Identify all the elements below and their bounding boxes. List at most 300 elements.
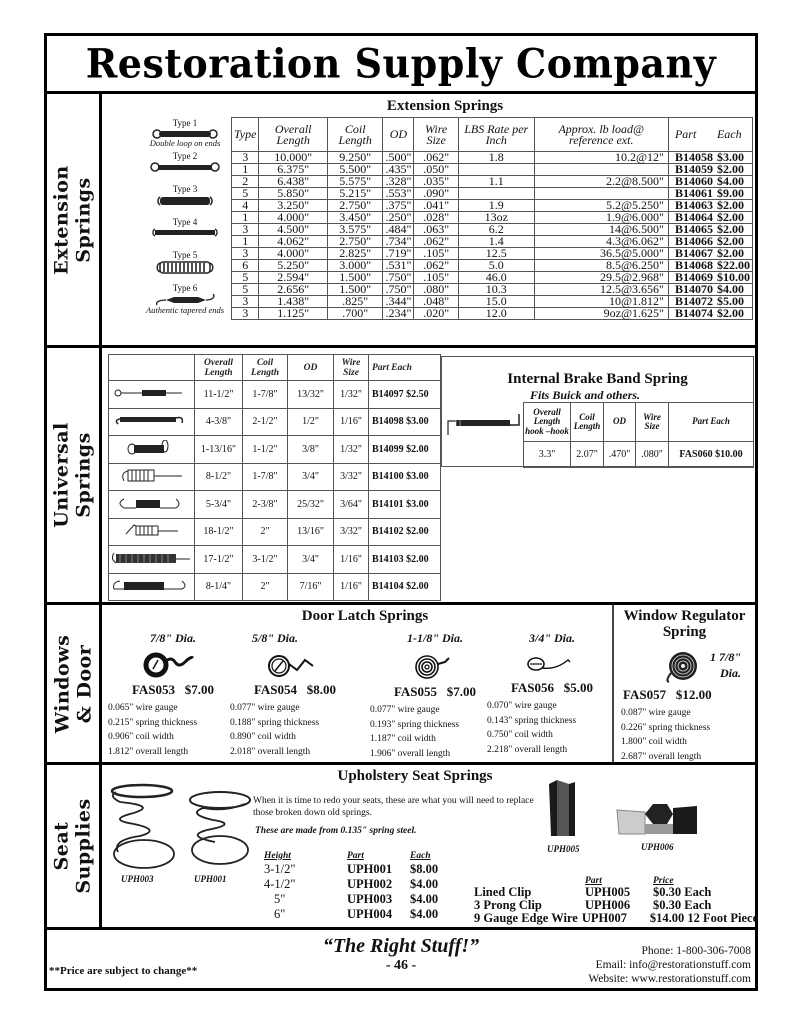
section-universal-springs — [47, 348, 755, 605]
table-row — [109, 491, 441, 519]
table-cell: 3.450" — [327, 212, 383, 224]
table-cell: 5 — [232, 284, 259, 296]
table-cell: .105" — [414, 248, 459, 260]
footer — [47, 930, 755, 988]
part-number: FAS057 — [623, 687, 667, 702]
table-row — [109, 546, 441, 574]
table-cell: 29.5@2.968" — [534, 272, 668, 284]
table-cell: 4.000" — [259, 212, 327, 224]
side-label-line: Windows — [51, 634, 74, 733]
column-header: Overall Length — [195, 355, 243, 381]
spec-list — [487, 699, 617, 757]
table-cell: 2" — [243, 518, 288, 546]
part-number: UPH003 — [347, 892, 393, 906]
part-price — [487, 680, 617, 696]
table-cell: .028" — [414, 212, 459, 224]
list-item — [260, 907, 470, 922]
price: $9.00 — [715, 188, 753, 200]
extension-table-body — [232, 152, 753, 320]
table-cell: 12.5@3.656" — [534, 284, 668, 296]
spec-line: 1.187" coil width — [370, 734, 436, 744]
column-header: Coil Length — [571, 403, 604, 442]
price: $4.00 — [410, 907, 439, 921]
table-cell: 5 — [232, 272, 259, 284]
table-cell: 25/32" — [288, 491, 334, 519]
part-price-cell: B14099 $2.00 — [369, 436, 441, 464]
table-cell: 9.250" — [327, 152, 383, 164]
spec-list — [370, 703, 500, 761]
catalog-page — [44, 33, 758, 991]
clips-list — [474, 875, 758, 925]
type-item: Type 6 Authentic tapered ends — [145, 283, 225, 315]
coil-spring-icon — [405, 652, 465, 680]
table-cell: 3.000" — [327, 260, 383, 272]
part-price-cell: B14103 $2.00 — [369, 546, 441, 574]
part-price-cell: B14104 $2.00 — [369, 573, 441, 601]
universal-spring-icon — [109, 381, 195, 409]
table-cell: 6 — [232, 260, 259, 272]
spec-line: 0.065" wire gauge — [108, 703, 178, 713]
table-cell: 1/16" — [334, 408, 369, 436]
table-cell: 1-13/16" — [195, 436, 243, 464]
table-cell: 1-7/8" — [243, 381, 288, 409]
part-price — [230, 682, 360, 698]
table-cell: .250" — [383, 212, 414, 224]
universal-spring-icon — [109, 573, 195, 601]
spec-line: 0.193" spring thickness — [370, 719, 460, 730]
table-cell: 5-3/4" — [195, 491, 243, 519]
header — [47, 36, 755, 94]
spec-line: 0.070" wire gauge — [487, 701, 557, 711]
type-item: Type 5 — [125, 250, 245, 283]
table-cell: .435" — [383, 164, 414, 176]
table-cell: .750" — [383, 284, 414, 296]
price-disclaimer: **Price are subject to change** — [49, 965, 198, 977]
table-cell: 2" — [243, 573, 288, 601]
section-side-label — [47, 94, 102, 345]
table-cell: .734" — [383, 236, 414, 248]
table-cell: 8.5@6.250" — [534, 260, 668, 272]
table-cell: 3.575" — [327, 224, 383, 236]
table-cell: 1.1 — [458, 176, 534, 188]
table-cell: 3 — [232, 224, 259, 236]
table-cell: .328" — [383, 176, 414, 188]
table-cell: 3/4" — [288, 463, 334, 491]
extension-spring-type5-icon — [152, 261, 218, 274]
seat-springs-list — [260, 850, 470, 922]
column-header: Overall Length hook –hook — [524, 403, 571, 442]
image-caption: UPH006 — [641, 842, 674, 852]
brake-spring-table — [523, 402, 754, 468]
price: $3.00 — [715, 152, 753, 164]
table-cell: .484" — [383, 224, 414, 236]
spec-line: 2.018" overall length — [230, 746, 311, 757]
part-number: B14068 — [668, 260, 715, 272]
spec-line: 1.906" overall length — [370, 748, 451, 759]
spec-line: 0.143" spring thickness — [487, 715, 577, 726]
table-cell: 1-1/2" — [243, 436, 288, 464]
table-cell: 5.215" — [327, 188, 383, 200]
three-prong-clip-icon — [615, 800, 699, 838]
spec-line: 1.800" coil width — [621, 737, 687, 747]
title-line: Spring — [662, 624, 707, 640]
header-part: Part — [347, 851, 364, 861]
table-cell: .090" — [414, 188, 459, 200]
table-cell: .080" — [414, 284, 459, 296]
universal-springs-table — [108, 354, 441, 601]
universal-spring-icon — [109, 546, 195, 574]
window-diameter-label — [710, 649, 741, 681]
table-row — [232, 308, 753, 320]
table-cell: .344" — [383, 296, 414, 308]
price: $2.00 — [715, 164, 753, 176]
table-cell: 1.125" — [259, 308, 327, 320]
section-seat-supplies — [47, 765, 759, 930]
window-regulator-spring-icon — [661, 651, 701, 683]
coil-spring-icon — [265, 652, 325, 678]
clip-rows — [474, 886, 758, 925]
part-price-cell: B14098 $3.00 — [369, 408, 441, 436]
table-cell: 1.9 — [458, 200, 534, 212]
column-header: Wire Size — [414, 118, 459, 152]
table-cell: 15.0 — [458, 296, 534, 308]
column-header: Wire Size — [636, 403, 669, 442]
price: $4.00 — [715, 284, 753, 296]
brake-subtitle: Fits Buick and others. — [530, 388, 641, 402]
table-cell: .050" — [414, 164, 459, 176]
price: $10.00 — [715, 272, 753, 284]
table-cell: 2 — [232, 176, 259, 188]
table-row — [109, 381, 441, 409]
side-label-line: Extension — [51, 164, 74, 275]
table-cell: 10.2@12" — [534, 152, 668, 164]
spec-line: 0.215" spring thickness — [108, 717, 198, 728]
table-cell: 3.3" — [524, 442, 571, 468]
price: $4.00 — [410, 877, 439, 891]
part-number: B14066 — [668, 236, 715, 248]
image-caption: UPH005 — [547, 844, 580, 854]
table-cell: 1/2" — [288, 408, 334, 436]
coil-spring-icon — [522, 652, 582, 676]
email-link[interactable]: Email: info@restorationstuff.com — [595, 959, 751, 971]
table-cell: 3/64" — [334, 491, 369, 519]
section-extension-springs — [47, 94, 755, 348]
table-cell: 3 — [232, 308, 259, 320]
diameter-label: 7/8" Dia. — [150, 631, 196, 645]
table-cell: 2.2@8.500" — [534, 176, 668, 188]
extension-spring-type4-icon — [150, 228, 220, 237]
seat-description: When it is time to redo your seats, these are what you will need to replace those broken down old springs. — [253, 796, 534, 818]
contact-info — [588, 944, 751, 986]
table-cell: 12.5 — [458, 248, 534, 260]
price: $2.00 — [715, 236, 753, 248]
spec-line: 0.077" wire gauge — [230, 703, 300, 713]
part-price — [370, 684, 500, 700]
dia-line: 1 7/8" — [710, 650, 741, 664]
part-number: FAS054 — [253, 682, 298, 697]
price: $14.00 12 Foot Piece — [649, 911, 759, 925]
spec-list — [621, 706, 751, 764]
table-cell: 3 — [232, 296, 259, 308]
table-cell: 13/32" — [288, 381, 334, 409]
price: $12.00 — [675, 687, 712, 702]
extension-spring-type3-icon — [154, 195, 216, 207]
latch-spring-card — [108, 631, 238, 759]
table-cell: .375" — [383, 200, 414, 212]
table-cell: .062" — [414, 260, 459, 272]
part-number: UPH007 — [581, 911, 627, 925]
table-cell: 4-3/8" — [195, 408, 243, 436]
part-number: B14065 — [668, 224, 715, 236]
universal-spring-icon — [109, 408, 195, 436]
table-cell: .470" — [604, 442, 636, 468]
part-price-cell: B14100 $3.00 — [369, 463, 441, 491]
latch-spring-card — [370, 631, 500, 761]
table-cell: 5.0 — [458, 260, 534, 272]
spec-list — [108, 701, 238, 759]
table-cell: 13oz — [458, 212, 534, 224]
part-number: B14061 — [668, 188, 715, 200]
price: $5.00 — [563, 680, 594, 695]
table-cell: .062" — [414, 152, 459, 164]
seat-spring-uph003-icon — [110, 782, 180, 872]
spec-line: 0.188" spring thickness — [230, 717, 320, 728]
header-price: Price — [653, 876, 674, 886]
table-cell: .048" — [414, 296, 459, 308]
column-header: Wire Size — [334, 355, 369, 381]
column-header: Approx. lb load@ reference ext. — [534, 118, 668, 152]
table-cell: .020" — [414, 308, 459, 320]
table-cell: 2.07" — [571, 442, 604, 468]
table-cell: 5.850" — [259, 188, 327, 200]
table-cell: 8-1/4" — [195, 573, 243, 601]
table-cell: .531" — [383, 260, 414, 272]
price: $2.00 — [715, 308, 753, 320]
spec-line: 2.687" overall length — [621, 751, 702, 762]
table-cell: 10@1.812" — [534, 296, 668, 308]
table-cell: .041" — [414, 200, 459, 212]
part-number: UPH005 — [585, 885, 631, 899]
website-link[interactable]: Website: www.restorationstuff.com — [588, 973, 751, 985]
table-cell: 4.3@6.062" — [534, 236, 668, 248]
door-latch-title: Door Latch Springs — [301, 608, 429, 624]
table-header-row — [524, 403, 754, 442]
table-cell: 5.250" — [259, 260, 327, 272]
part-number: B14074 — [668, 308, 715, 320]
column-header: Part Each — [369, 355, 441, 381]
list-item — [260, 892, 470, 907]
type-item: Type 4 — [125, 217, 245, 250]
part-number: B14059 — [668, 164, 715, 176]
price: $8.00 — [306, 682, 337, 697]
universal-table-body — [109, 381, 441, 601]
table-cell: 1.438" — [259, 296, 327, 308]
part-price-cell: B14097 $2.50 — [369, 381, 441, 409]
table-cell: 17-1/2" — [195, 546, 243, 574]
table-row — [524, 442, 754, 468]
table-cell: .700" — [327, 308, 383, 320]
part-number: FAS056 — [510, 680, 555, 695]
table-cell: 10.000" — [259, 152, 327, 164]
column-header: OD — [288, 355, 334, 381]
table-cell: 2.825" — [327, 248, 383, 260]
extension-spring-type2-icon — [150, 162, 220, 172]
table-cell: 7/16" — [288, 573, 334, 601]
dia-line: Dia. — [720, 666, 741, 680]
table-cell: 5.500" — [327, 164, 383, 176]
table-cell: 1/32" — [334, 381, 369, 409]
height: 6" — [274, 907, 286, 921]
header-part: Part — [585, 876, 602, 886]
table-cell: 5 — [232, 188, 259, 200]
brake-band-spring-icon — [446, 413, 522, 435]
column-header: Coil Length — [327, 118, 383, 152]
spec-line: 0.906" coil width — [108, 732, 174, 742]
table-row — [109, 518, 441, 546]
column-header: Type — [232, 118, 259, 152]
table-cell: 3 — [232, 152, 259, 164]
table-cell: 2-1/2" — [243, 408, 288, 436]
item-name: 3 Prong Clip — [474, 898, 542, 912]
part-number: B14063 — [668, 200, 715, 212]
lined-clip-icon — [545, 778, 579, 840]
table-cell: .234" — [383, 308, 414, 320]
price: $22.00 — [715, 260, 753, 272]
table-cell: 6.2 — [458, 224, 534, 236]
table-cell: .500" — [383, 152, 414, 164]
column-header: Each — [715, 118, 753, 152]
price: $7.00 — [446, 684, 477, 699]
title-line: Window Regulator — [623, 608, 746, 624]
table-cell: .035" — [414, 176, 459, 188]
table-cell: 13/16" — [288, 518, 334, 546]
spring-type-legend — [125, 118, 245, 316]
section-side-label — [47, 348, 102, 602]
price: $4.00 — [715, 176, 753, 188]
column-header: OD — [604, 403, 636, 442]
part-price — [108, 682, 238, 698]
table-cell: 2.656" — [259, 284, 327, 296]
part-price — [621, 687, 751, 703]
diameter-label: 1-1/8" Dia. — [407, 631, 463, 645]
column-header: OD — [383, 118, 414, 152]
price: $5.00 — [715, 296, 753, 308]
table-cell: 4.000" — [259, 248, 327, 260]
table-row — [109, 436, 441, 464]
price: $2.00 — [715, 224, 753, 236]
spec-line: 1.812" overall length — [108, 746, 189, 757]
side-label-line: Universal — [51, 422, 73, 528]
table-cell: 10.3 — [458, 284, 534, 296]
table-cell: 1/32" — [334, 436, 369, 464]
universal-spring-icon — [109, 491, 195, 519]
page-number: - 46 - — [385, 958, 417, 973]
seat-springs-title: Upholstery Seat Springs — [337, 768, 493, 784]
side-label-line: Supplies — [73, 798, 96, 894]
table-cell: 8-1/2" — [195, 463, 243, 491]
spec-line: 2.218" overall length — [487, 744, 568, 755]
coil-spring-icon — [143, 652, 203, 678]
side-label-line: Springs — [73, 176, 96, 263]
spec-line: 0.750" coil width — [487, 730, 553, 740]
window-regulator-title — [614, 608, 755, 640]
table-cell: 1.500" — [327, 284, 383, 296]
table-cell: 4 — [232, 200, 259, 212]
table-cell: 3.250" — [259, 200, 327, 212]
list-item — [260, 877, 470, 892]
header-each: Each — [410, 851, 431, 861]
table-row — [109, 408, 441, 436]
table-row — [109, 463, 441, 491]
part-number: B14060 — [668, 176, 715, 188]
spec-line: 0.890" coil width — [230, 732, 296, 742]
table-cell: 2.594" — [259, 272, 327, 284]
universal-spring-icon — [109, 463, 195, 491]
table-cell: 4.062" — [259, 236, 327, 248]
table-cell: 1/16" — [334, 546, 369, 574]
table-cell: .750" — [383, 272, 414, 284]
part-number: B14067 — [668, 248, 715, 260]
table-header-row — [232, 118, 753, 152]
list-item — [260, 862, 470, 877]
price: $0.30 Each — [653, 885, 712, 899]
part-number: FAS053 — [131, 682, 176, 697]
table-cell: 1/16" — [334, 573, 369, 601]
price: $2.00 — [715, 212, 753, 224]
table-cell: .080" — [636, 442, 669, 468]
price: $2.00 — [715, 200, 753, 212]
part-number: B14064 — [668, 212, 715, 224]
item-name: Lined Clip — [474, 885, 532, 899]
type-item: Type 2 — [125, 151, 245, 184]
table-cell: 1.8 — [458, 152, 534, 164]
table-cell: 14@6.500" — [534, 224, 668, 236]
phone: Phone: 1-800-306-7008 — [641, 945, 751, 957]
table-cell: 12.0 — [458, 308, 534, 320]
image-caption: UPH003 — [121, 874, 154, 884]
part-price-cell: FAS060 $10.00 — [669, 442, 754, 468]
part-number: FAS055 — [393, 684, 438, 699]
table-cell: .553" — [383, 188, 414, 200]
column-header: Part — [668, 118, 715, 152]
list-header — [260, 850, 470, 862]
part-number: UPH001 — [347, 862, 393, 876]
table-row — [109, 573, 441, 601]
table-cell: 3/32" — [334, 463, 369, 491]
table-cell: 3 — [232, 248, 259, 260]
table-cell: 18-1/2" — [195, 518, 243, 546]
image-caption: UPH001 — [194, 874, 227, 884]
seat-spring-uph001-icon — [185, 790, 255, 870]
part-number: B14070 — [668, 284, 715, 296]
type-item: Type 3 — [125, 184, 245, 217]
table-cell: .825" — [327, 296, 383, 308]
item-name: 9 Gauge Edge Wire — [474, 911, 578, 925]
part-number: UPH006 — [585, 898, 631, 912]
table-cell: 1.4 — [458, 236, 534, 248]
height: 3-1/2" — [264, 862, 296, 876]
spec-line: 0.087" wire gauge — [621, 708, 691, 718]
spec-line: 0.077" wire gauge — [370, 705, 440, 715]
table-cell: 2.750" — [327, 236, 383, 248]
steel-note: These are made from 0.135" spring steel. — [255, 826, 417, 836]
diameter-label: 5/8" Dia. — [252, 631, 298, 645]
part-number: UPH002 — [347, 877, 393, 891]
price: $7.00 — [184, 682, 215, 697]
part-number: B14069 — [668, 272, 715, 284]
type-item: Type 1 Double loop on ends — [149, 118, 221, 148]
company-title: Restoration Supply Company — [85, 39, 717, 88]
